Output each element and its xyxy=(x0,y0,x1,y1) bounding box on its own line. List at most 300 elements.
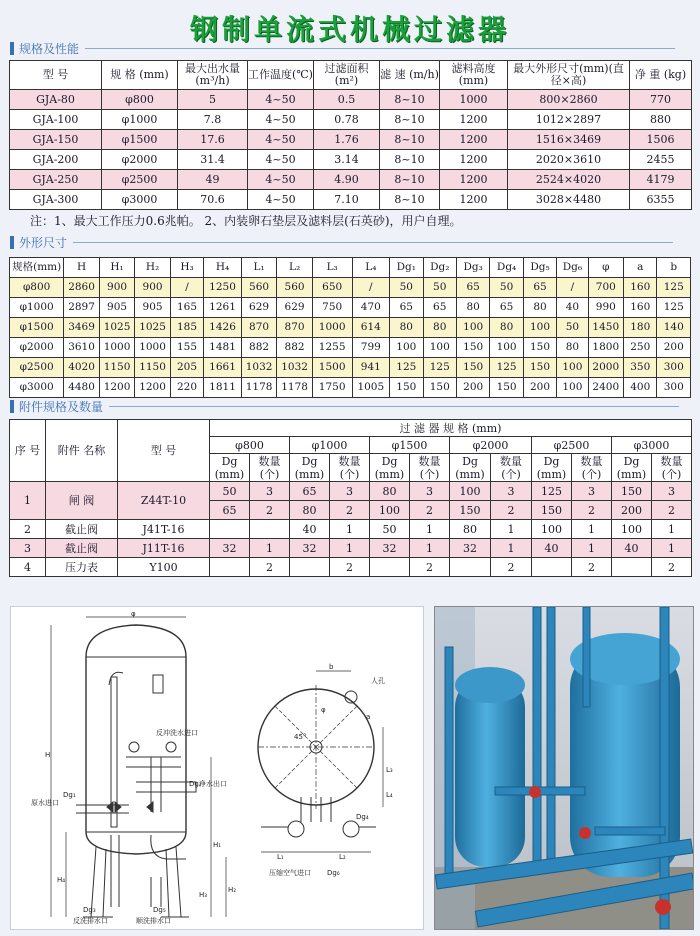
dims-cell: 50 xyxy=(490,278,523,298)
dims-table xyxy=(9,257,691,398)
acc-cell xyxy=(370,558,410,577)
spec-cell: 800×2860 xyxy=(508,90,630,110)
spec-cell: 2524×4020 xyxy=(508,170,630,190)
dims-cell: 3610 xyxy=(64,338,100,358)
acc-qty-header: 数量 (个) xyxy=(410,454,450,482)
dims-cell: 150 xyxy=(456,358,489,378)
dims-cell: 150 xyxy=(423,378,456,398)
acc-cell: 3 xyxy=(491,482,532,501)
spec-cell: 1200 xyxy=(440,190,508,210)
dims-cell: 65 xyxy=(390,298,423,318)
spec-cell: 3028×4480 xyxy=(508,190,630,210)
spec-cell: 4~50 xyxy=(248,170,314,190)
dims-cell: φ2500 xyxy=(10,358,64,378)
dims-cell: 1000 xyxy=(312,318,352,338)
dims-cell: 1481 xyxy=(204,338,242,358)
acc-name: 截止阀 xyxy=(46,539,118,558)
spec-cell: 6355 xyxy=(630,190,692,210)
dims-cell: 1032 xyxy=(241,358,277,378)
dims-cell: 160 xyxy=(624,298,657,318)
acc-name: 截止阀 xyxy=(46,520,118,539)
dims-cell: 65 xyxy=(490,298,523,318)
dims-header-cell: L₂ xyxy=(277,258,313,278)
dims-cell: 1661 xyxy=(204,358,242,378)
acc-header-model: 型 号 xyxy=(118,420,210,482)
label-angle: 45° xyxy=(294,733,307,741)
dims-cell: 1261 xyxy=(204,298,242,318)
dims-cell: 650 xyxy=(312,278,352,298)
dims-cell: 100 xyxy=(456,318,489,338)
label-backwash-in: 反冲洗水进口 xyxy=(156,729,198,737)
dims-cell: 100 xyxy=(390,338,423,358)
section-header-acc xyxy=(10,398,679,414)
dims-header-cell: H₂ xyxy=(135,258,171,278)
dims-cell: 560 xyxy=(241,278,277,298)
dims-cell: 4020 xyxy=(64,358,100,378)
acc-cell: 150 xyxy=(450,501,491,520)
dims-cell: φ1000 xyxy=(10,298,64,318)
acc-cell: 1 xyxy=(330,520,370,539)
acc-cell: 3 xyxy=(250,482,290,501)
acc-cell: 65 xyxy=(290,482,330,501)
dims-cell: 80 xyxy=(490,318,523,338)
dims-header-cell: H₄ xyxy=(204,258,242,278)
spec-cell: 1516×3469 xyxy=(508,130,630,150)
spec-cell: 4.90 xyxy=(314,170,380,190)
dims-cell: 100 xyxy=(490,338,523,358)
dims-cell: 80 xyxy=(557,338,588,358)
section-header-dims xyxy=(10,234,673,250)
dims-cell: 1000 xyxy=(99,338,135,358)
dims-cell: 1005 xyxy=(352,378,390,398)
dims-cell: 300 xyxy=(657,378,691,398)
spec-cell: 5 xyxy=(178,90,248,110)
spec-cell: 1000 xyxy=(440,90,508,110)
dims-cell: 1800 xyxy=(588,338,624,358)
dims-cell: 1000 xyxy=(135,338,171,358)
spec-cell: 8~10 xyxy=(380,130,440,150)
acc-seq: 2 xyxy=(10,520,46,539)
spec-header-cell: 规 格 (mm) xyxy=(102,61,178,90)
dims-cell: 700 xyxy=(588,278,624,298)
dims-cell: 1750 xyxy=(312,378,352,398)
acc-cell: 1 xyxy=(652,520,692,539)
dims-cell: φ2000 xyxy=(10,338,64,358)
top-view-labels xyxy=(269,663,393,877)
label-air-in: 压缩空气进口 xyxy=(269,869,311,877)
acc-seq: 1 xyxy=(10,482,46,520)
acc-model: Y100 xyxy=(118,558,210,577)
dims-cell: 400 xyxy=(624,378,657,398)
section-title: 外形尺寸 xyxy=(19,235,68,250)
acc-cell: 125 xyxy=(532,482,572,501)
acc-cell: 80 xyxy=(370,482,410,501)
acc-dg-header: Dg (mm) xyxy=(612,454,652,482)
page-title: 钢制单流式机械过滤器 xyxy=(189,13,510,46)
spec-header-cell: 滤料高度(mm) xyxy=(440,61,508,90)
table-row xyxy=(10,190,692,210)
spec-cell: φ1000 xyxy=(102,110,178,130)
dims-cell: 1426 xyxy=(204,318,242,338)
spec-cell: 880 xyxy=(630,110,692,130)
acc-cell: 100 xyxy=(612,520,652,539)
acc-cell: 40 xyxy=(532,539,572,558)
dims-cell: φ3000 xyxy=(10,378,64,398)
label-dg1: Dg₁ xyxy=(63,791,76,799)
label-manhole: 人孔 xyxy=(371,677,385,685)
dims-cell: 100 xyxy=(523,318,556,338)
section-bar xyxy=(10,236,14,249)
spec-header-cell: 最大外形尺寸(mm)(直径×高) xyxy=(508,61,630,90)
dims-cell: 1255 xyxy=(312,338,352,358)
table-row xyxy=(10,520,692,539)
dims-cell: 200 xyxy=(523,378,556,398)
dims-cell: 40 xyxy=(557,298,588,318)
acc-cell xyxy=(290,558,330,577)
acc-spec-cell: φ2500 xyxy=(532,437,612,454)
acc-cell: 100 xyxy=(450,482,491,501)
acc-seq: 3 xyxy=(10,539,46,558)
acc-cell: 2 xyxy=(330,558,370,577)
spec-table-header xyxy=(10,61,692,90)
acc-cell: 2 xyxy=(250,501,290,520)
dims-header-cell: Dg₂ xyxy=(423,258,456,278)
dims-cell: 1178 xyxy=(241,378,277,398)
dims-header-cell: L₄ xyxy=(352,258,390,278)
acc-cell: 150 xyxy=(612,482,652,501)
dims-cell: 882 xyxy=(241,338,277,358)
acc-cell xyxy=(250,520,290,539)
spec-cell: 8~10 xyxy=(380,90,440,110)
dims-cell: 100 xyxy=(557,358,588,378)
table-row xyxy=(10,338,691,358)
dims-cell: 1250 xyxy=(204,278,242,298)
acc-cell xyxy=(612,558,652,577)
technical-drawing xyxy=(10,606,424,930)
spec-cell: 8~10 xyxy=(380,150,440,170)
spec-cell: 8~10 xyxy=(380,190,440,210)
dims-header-cell: L₁ xyxy=(241,258,277,278)
dims-cell: 185 xyxy=(170,318,203,338)
acc-cell: 2 xyxy=(410,558,450,577)
acc-cell: 2 xyxy=(652,558,692,577)
dims-cell: 150 xyxy=(390,378,423,398)
table-row xyxy=(10,150,692,170)
acc-seq: 4 xyxy=(10,558,46,577)
dims-cell: 1200 xyxy=(135,378,171,398)
section-bar xyxy=(10,42,14,55)
section-rule xyxy=(73,242,673,243)
acc-header-name: 附件 名称 xyxy=(46,420,118,482)
dims-header-cell: Dg₃ xyxy=(456,258,489,278)
dims-cell: 150 xyxy=(523,358,556,378)
acc-cell: 80 xyxy=(290,501,330,520)
dims-cell: 125 xyxy=(390,358,423,378)
label-rinse-drain: 顺洗排水口 xyxy=(136,917,171,925)
acc-spec-cell: φ1000 xyxy=(290,437,370,454)
label-top-phi: φ xyxy=(321,706,326,714)
spec-table xyxy=(9,60,692,210)
dims-header-cell: Dg₄ xyxy=(490,258,523,278)
label-dg2: Dg₂ xyxy=(189,780,202,788)
spec-cell: 770 xyxy=(630,90,692,110)
dims-cell: 905 xyxy=(99,298,135,318)
dims-cell: 100 xyxy=(423,338,456,358)
spec-header-cell: 最大出水量(m³/h) xyxy=(178,61,248,90)
table-row xyxy=(10,378,691,398)
dims-header-cell: L₃ xyxy=(312,258,352,278)
dims-cell: φ800 xyxy=(10,278,64,298)
acc-cell: 1 xyxy=(491,539,532,558)
dims-cell: 870 xyxy=(277,318,313,338)
spec-cell: GJA-300 xyxy=(10,190,102,210)
dims-header-cell: H xyxy=(64,258,100,278)
acc-model: J11T-16 xyxy=(118,539,210,558)
acc-cell: 50 xyxy=(210,482,250,501)
dims-cell: 155 xyxy=(170,338,203,358)
dims-cell: 50 xyxy=(390,278,423,298)
label-h1: H₁ xyxy=(213,841,222,849)
table-row xyxy=(10,358,691,378)
dims-cell: 3469 xyxy=(64,318,100,338)
label-l1: L₁ xyxy=(277,853,284,861)
spec-header-cell: 工作温度(℃) xyxy=(248,61,314,90)
spec-cell: 4~50 xyxy=(248,150,314,170)
acc-dg-header: Dg (mm) xyxy=(370,454,410,482)
acc-cell: 150 xyxy=(532,501,572,520)
dims-cell: 2000 xyxy=(588,358,624,378)
acc-qty-header: 数量 (个) xyxy=(330,454,370,482)
spec-cell: 7.10 xyxy=(314,190,380,210)
acc-cell: 100 xyxy=(532,520,572,539)
acc-cell: 1 xyxy=(330,539,370,558)
spec-cell: 1200 xyxy=(440,110,508,130)
dims-cell: 65 xyxy=(456,278,489,298)
dims-cell: 80 xyxy=(423,318,456,338)
label-phi: φ xyxy=(131,610,136,618)
spec-cell: GJA-200 xyxy=(10,150,102,170)
table-row xyxy=(10,539,692,558)
acc-cell: 32 xyxy=(210,539,250,558)
section-title: 规格及性能 xyxy=(19,41,80,56)
spec-cell: φ2500 xyxy=(102,170,178,190)
accessories-table xyxy=(9,419,692,577)
dims-cell: 125 xyxy=(657,278,691,298)
spec-cell: 4~50 xyxy=(248,110,314,130)
dims-cell: 80 xyxy=(456,298,489,318)
spec-cell: 4~50 xyxy=(248,90,314,110)
dims-cell: 799 xyxy=(352,338,390,358)
acc-cell: 2 xyxy=(491,501,532,520)
dims-cell: 941 xyxy=(352,358,390,378)
spec-cell: 49 xyxy=(178,170,248,190)
label-b: b xyxy=(329,663,334,671)
spec-cell: 1012×2897 xyxy=(508,110,630,130)
acc-cell: 50 xyxy=(370,520,410,539)
spec-header-cell: 过滤面积(m²) xyxy=(314,61,380,90)
table-row xyxy=(10,90,692,110)
acc-dg-header: Dg (mm) xyxy=(532,454,572,482)
label-dg4: Dg₄ xyxy=(356,813,369,821)
acc-cell: 3 xyxy=(572,482,612,501)
acc-cell xyxy=(532,558,572,577)
spec-cell: 0.78 xyxy=(314,110,380,130)
acc-cell: 3 xyxy=(410,482,450,501)
label-h: H xyxy=(45,751,51,759)
spec-cell: φ1500 xyxy=(102,130,178,150)
dims-cell: 1025 xyxy=(135,318,171,338)
dims-cell: 65 xyxy=(423,298,456,318)
acc-spec-cell: φ1500 xyxy=(370,437,450,454)
dims-cell: 1811 xyxy=(204,378,242,398)
dims-cell: 905 xyxy=(135,298,171,318)
spec-cell: 31.4 xyxy=(178,150,248,170)
acc-cell: 1 xyxy=(572,539,612,558)
table-row xyxy=(10,482,692,501)
dims-cell: 990 xyxy=(588,298,624,318)
dims-cell: 150 xyxy=(490,378,523,398)
acc-cell: 2 xyxy=(330,501,370,520)
acc-cell: 2 xyxy=(572,558,612,577)
table-row xyxy=(10,558,692,577)
spec-cell: GJA-250 xyxy=(10,170,102,190)
table-row xyxy=(10,318,691,338)
spec-cell: 3.14 xyxy=(314,150,380,170)
dims-cell: 350 xyxy=(624,358,657,378)
dims-cell: 1450 xyxy=(588,318,624,338)
spec-cell: 8~10 xyxy=(380,110,440,130)
dims-header-cell: a xyxy=(624,258,657,278)
dims-cell: 870 xyxy=(241,318,277,338)
spec-cell: GJA-100 xyxy=(10,110,102,130)
acc-cell: 2 xyxy=(572,501,612,520)
acc-cell xyxy=(450,558,491,577)
dims-cell: 125 xyxy=(423,358,456,378)
dims-cell: 1032 xyxy=(277,358,313,378)
acc-cell: 2 xyxy=(491,558,532,577)
spec-note: 注：1、最大工作压力0.6兆帕。 2、内装卵石垫层及滤料层(石英砂)，用户自理。 xyxy=(30,214,462,228)
dims-cell: 629 xyxy=(241,298,277,318)
dims-cell: 205 xyxy=(170,358,203,378)
acc-spec-cell: φ2000 xyxy=(450,437,532,454)
dims-cell: / xyxy=(352,278,390,298)
table-row xyxy=(10,278,691,298)
acc-spec-cell: φ800 xyxy=(210,437,290,454)
label-l4: L₄ xyxy=(386,791,393,799)
dims-cell: 160 xyxy=(624,278,657,298)
spec-cell: 17.6 xyxy=(178,130,248,150)
dims-cell: 2897 xyxy=(64,298,100,318)
spec-cell: GJA-150 xyxy=(10,130,102,150)
dims-cell: 1150 xyxy=(135,358,171,378)
table-row xyxy=(10,110,692,130)
acc-cell: 40 xyxy=(612,539,652,558)
dims-cell: 470 xyxy=(352,298,390,318)
spec-cell: φ800 xyxy=(102,90,178,110)
dims-header-cell: H₁ xyxy=(99,258,135,278)
acc-name: 压力表 xyxy=(46,558,118,577)
dims-cell: 150 xyxy=(523,338,556,358)
acc-dg-header: Dg (mm) xyxy=(290,454,330,482)
acc-cell xyxy=(210,520,250,539)
dims-header-cell: Dg₆ xyxy=(557,258,588,278)
acc-cell: 80 xyxy=(450,520,491,539)
label-clean-out: 净水出口 xyxy=(199,780,227,788)
dims-cell: 220 xyxy=(170,378,203,398)
acc-cell: 40 xyxy=(290,520,330,539)
spec-cell: 0.5 xyxy=(314,90,380,110)
acc-cell: 200 xyxy=(612,501,652,520)
dims-cell: 200 xyxy=(657,338,691,358)
acc-qty-header: 数量 (个) xyxy=(572,454,612,482)
acc-cell: 3 xyxy=(330,482,370,501)
dims-header-cell: φ xyxy=(588,258,624,278)
acc-cell: 32 xyxy=(290,539,330,558)
acc-cell: 1 xyxy=(491,520,532,539)
spec-cell: 7.8 xyxy=(178,110,248,130)
dims-header-cell: Dg₅ xyxy=(523,258,556,278)
equipment-photo xyxy=(434,606,694,930)
acc-cell: 1 xyxy=(410,520,450,539)
acc-dg-header: Dg (mm) xyxy=(450,454,491,482)
dims-cell: 165 xyxy=(170,298,203,318)
acc-cell: 1 xyxy=(572,520,612,539)
section-title: 附件规格及数量 xyxy=(19,399,104,414)
dims-cell: 140 xyxy=(657,318,691,338)
dims-cell: 50 xyxy=(557,318,588,338)
acc-cell: 32 xyxy=(370,539,410,558)
acc-cell xyxy=(210,558,250,577)
label-h2: H₂ xyxy=(228,886,237,894)
acc-header-group: 过 滤 器 规 格 (mm) xyxy=(210,420,692,437)
top-view xyxy=(258,671,383,852)
spec-cell: 4179 xyxy=(630,170,692,190)
dims-cell: 629 xyxy=(277,298,313,318)
spec-cell: φ2000 xyxy=(102,150,178,170)
dims-cell: / xyxy=(170,278,203,298)
spec-cell: 4~50 xyxy=(248,130,314,150)
spec-cell: 2020×3610 xyxy=(508,150,630,170)
section-bar xyxy=(10,400,14,413)
spec-cell: 1200 xyxy=(440,170,508,190)
spec-header-cell: 型 号 xyxy=(10,61,102,90)
label-a: a xyxy=(366,713,371,721)
acc-qty-header: 数量 (个) xyxy=(491,454,532,482)
label-raw-in: 原水进口 xyxy=(31,799,59,807)
dims-header-cell: H₃ xyxy=(170,258,203,278)
spec-cell: 1.76 xyxy=(314,130,380,150)
dims-cell: 560 xyxy=(277,278,313,298)
dims-header-cell: 规格(mm) xyxy=(10,258,64,278)
acc-cell: 32 xyxy=(450,539,491,558)
dims-cell: 250 xyxy=(624,338,657,358)
acc-header-seq: 序 号 xyxy=(10,420,46,482)
dims-cell: 2400 xyxy=(588,378,624,398)
dims-cell: 150 xyxy=(456,338,489,358)
dims-cell: 750 xyxy=(312,298,352,318)
table-row xyxy=(10,170,692,190)
label-h3: H₃ xyxy=(199,891,208,899)
acc-cell: 2 xyxy=(410,501,450,520)
acc-cell: 1 xyxy=(250,539,290,558)
dims-cell: 882 xyxy=(277,338,313,358)
dims-table-header xyxy=(10,258,691,278)
dims-cell: 1025 xyxy=(99,318,135,338)
front-view xyxy=(51,617,226,917)
dims-header-cell: Dg₁ xyxy=(390,258,423,278)
acc-cell: 65 xyxy=(210,501,250,520)
spec-cell: 2455 xyxy=(630,150,692,170)
